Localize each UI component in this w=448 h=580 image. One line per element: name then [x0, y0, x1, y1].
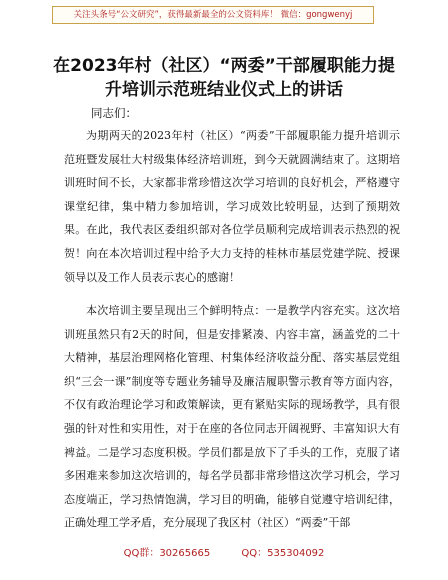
salutation: 同志们： [91, 106, 137, 120]
document-title: 在2023年村（社区）“两委”干部履职能力提升培训示范班结业仪式上的讲话 [53, 56, 395, 100]
paragraph-2: 本次培训主要呈现出三个鲜明特点：一是教学内容充实。这次培训班虽然只有2天的时间，但是安排紧凑、内容丰富，涵盖党的二十大精神，基层治理网格化管理、村集体经济收益分配、落实基层党组织“三会一课”制度等专题业务辅导及廉洁履职警示教育等方面内容，不仅有政治理论学习和政策解读，更有紧贴实际的现场教学，具有很强的针对性和实用性，对于在座的各位同志开阔视野、丰富知识大有裨益。二是学习态度积极。学员们都是放下了手头的工作，克服了诸多困难来参加这次培训的，每名学员都非常珍惜这次学习机会，学习态度端正，学习热情饱满，学习目的明确，能够自觉遵守培训纪律，正确处理工学矛盾，充分展现了我区村（社区）“两委”干部 [64, 304, 400, 530]
qq-group-text: QQ群：30265665 [123, 548, 211, 559]
top-banner: 关注头条号“公文研究”，获得最新最全的公文资料库！ 微信：gongwenyj [52, 6, 374, 24]
paragraph-1: 为期两天的2023年村（社区）“两委”干部履职能力提升培训示范班暨发展壮大村级集体经济培训班，到今天就圆满结束了。这期培训班时间不长，大家都非常珍惜这次学习培训的良好机会，严格遵守课堂纪律，集中精力参加培训，学习成效比较明显，达到了预期效果。在此，我代表区委组织部对各位学员顺利完成培训表示热烈的祝贺！向在本次培训过程中给予大力支持的桂林市基层党建学院、授课领导以及工作人员表示衷心的感谢！ [64, 129, 400, 284]
qq-text: QQ：535304092 [241, 548, 325, 559]
footer-contacts [0, 544, 448, 559]
